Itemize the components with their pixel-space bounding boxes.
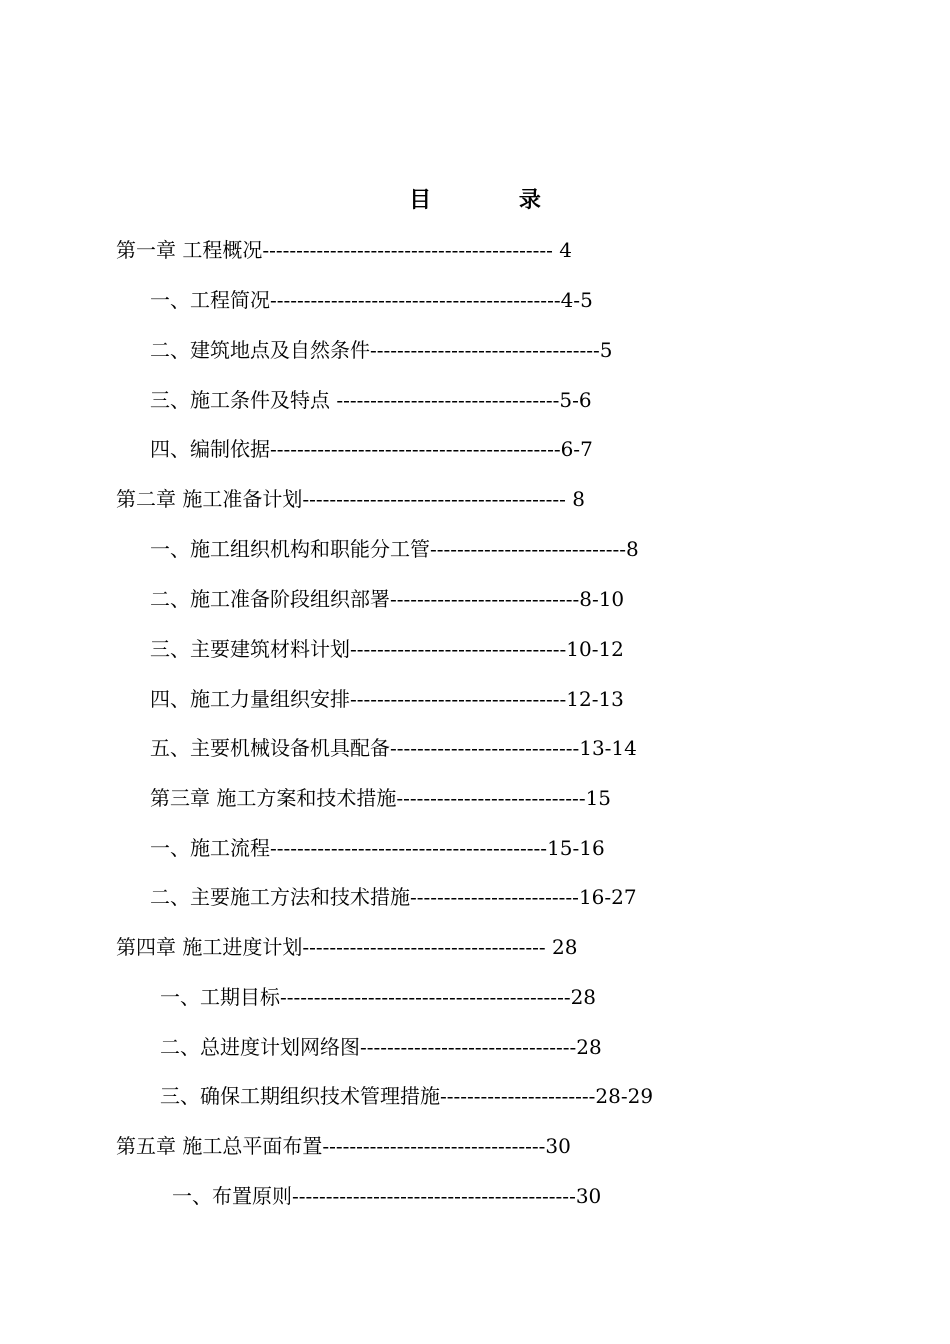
toc-entry: 五、主要机械设备机具配备----------------------------13-14 — [150, 736, 637, 760]
toc-entry: 二、施工准备阶段组织部署----------------------------8-10 — [150, 587, 625, 611]
toc-entry: 一、工期目标-------------------------------------------28 — [160, 985, 597, 1009]
toc-entry: 一、布置原则------------------------------------------30 — [172, 1184, 602, 1208]
toc-entry: 二、主要施工方法和技术措施-------------------------16-27 — [150, 885, 637, 909]
toc-entry: 三、主要建筑材料计划--------------------------------10-12 — [150, 637, 624, 661]
toc-entry: 一、工程简况-------------------------------------------4-5 — [150, 288, 593, 312]
toc-entry: 三、确保工期组织技术管理措施-----------------------28-29 — [160, 1084, 654, 1108]
toc-entry-chapter-3: 第三章 施工方案和技术措施----------------------------15 — [150, 786, 612, 810]
toc-entry: 四、施工力量组织安排--------------------------------12-13 — [150, 687, 624, 711]
toc-entry-chapter-1: 第一章 工程概况------------------------------------------- 4 — [116, 238, 573, 262]
toc-entry: 二、总进度计划网络图--------------------------------28 — [160, 1035, 602, 1059]
toc-entry-chapter-4: 第四章 施工进度计划------------------------------------ 28 — [116, 935, 578, 959]
toc-entry: 二、建筑地点及自然条件----------------------------------5 — [150, 338, 613, 362]
toc-entry: 一、施工流程-----------------------------------------15-16 — [150, 836, 605, 860]
toc-entry: 三、施工条件及特点 ---------------------------------5-6 — [150, 388, 592, 412]
page-title: 目 录 — [409, 187, 581, 213]
toc-entry-chapter-5: 第五章 施工总平面布置---------------------------------30 — [116, 1134, 571, 1158]
toc-entry: 一、施工组织机构和职能分工管-----------------------------8 — [150, 537, 639, 561]
toc-entry: 四、编制依据-------------------------------------------6-7 — [150, 437, 593, 461]
toc-entry-chapter-2: 第二章 施工准备计划--------------------------------------- 8 — [116, 487, 585, 511]
